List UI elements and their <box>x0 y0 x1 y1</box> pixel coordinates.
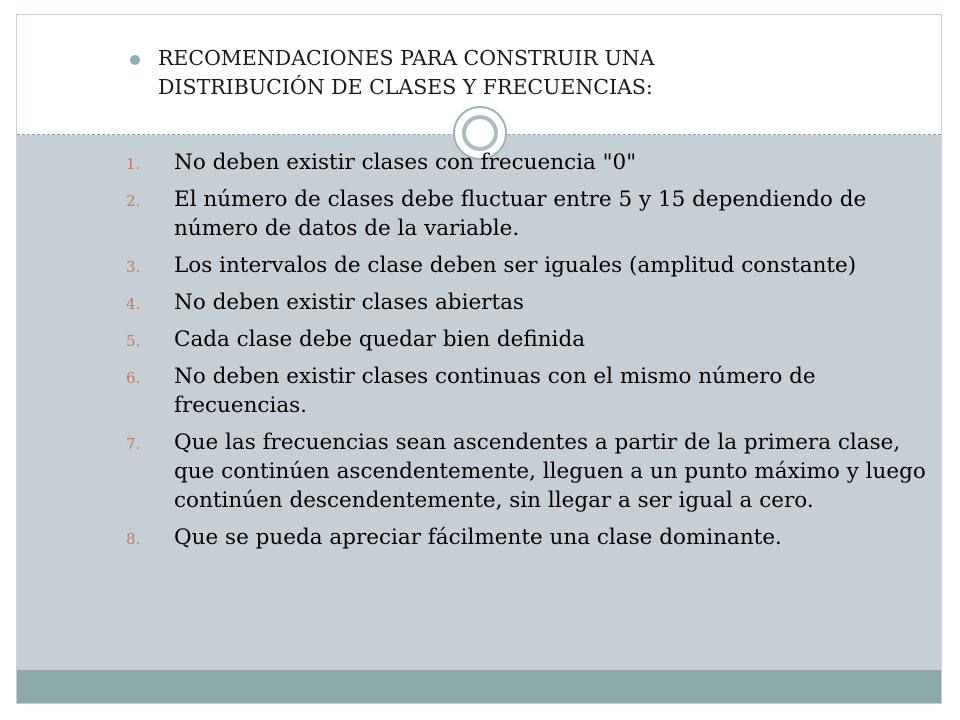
item-text: No deben existir clases con frecuencia "0" <box>174 150 637 175</box>
recommendation-list <box>126 148 926 560</box>
item-number: 4. <box>126 295 141 313</box>
item-text: No deben existir clases continuas con el mismo número de frecuencias. <box>174 364 816 418</box>
item-text: El número de clases debe fluctuar entre 5 y 15 dependiendo de número de datos de la variable. <box>174 187 867 241</box>
item-number: 5. <box>126 332 141 350</box>
footer-band <box>17 670 941 703</box>
item-text: Cada clase debe quedar bien definida <box>174 327 586 352</box>
list-item <box>126 251 926 280</box>
item-number: 2. <box>126 192 141 210</box>
item-text: Que las frecuencias sean ascendentes a partir de la primera clase, que continúen ascendentemente, lleguen a un punto máximo y luego continúen descendentemente, sin llegar a ser igual a cero. <box>174 430 926 513</box>
item-number: 3. <box>126 258 141 276</box>
title-text <box>158 44 890 102</box>
list-item <box>126 362 926 420</box>
item-text: Los intervalos de clase deben ser iguales (amplitud constante) <box>174 253 857 278</box>
item-text: No deben existir clases abiertas <box>174 290 524 315</box>
slide-title <box>130 44 890 102</box>
title-line-1: RECOMENDACIONES PARA CONSTRUIR UNA <box>158 46 655 70</box>
title-line-2: DISTRIBUCIÓN DE CLASES Y FRECUENCIAS: <box>158 75 653 99</box>
list-item <box>126 288 926 317</box>
item-number: 7. <box>126 435 141 453</box>
item-number: 1. <box>126 155 141 173</box>
title-bullet-icon <box>130 55 140 65</box>
list-item <box>126 523 926 552</box>
item-text: Que se pueda apreciar fácilmente una clase dominante. <box>174 525 782 550</box>
list-item <box>126 428 926 515</box>
item-number: 8. <box>126 530 141 548</box>
list-item <box>126 185 926 243</box>
list-item <box>126 325 926 354</box>
list-item <box>126 148 926 177</box>
item-number: 6. <box>126 369 141 387</box>
ring-inner <box>462 115 498 151</box>
